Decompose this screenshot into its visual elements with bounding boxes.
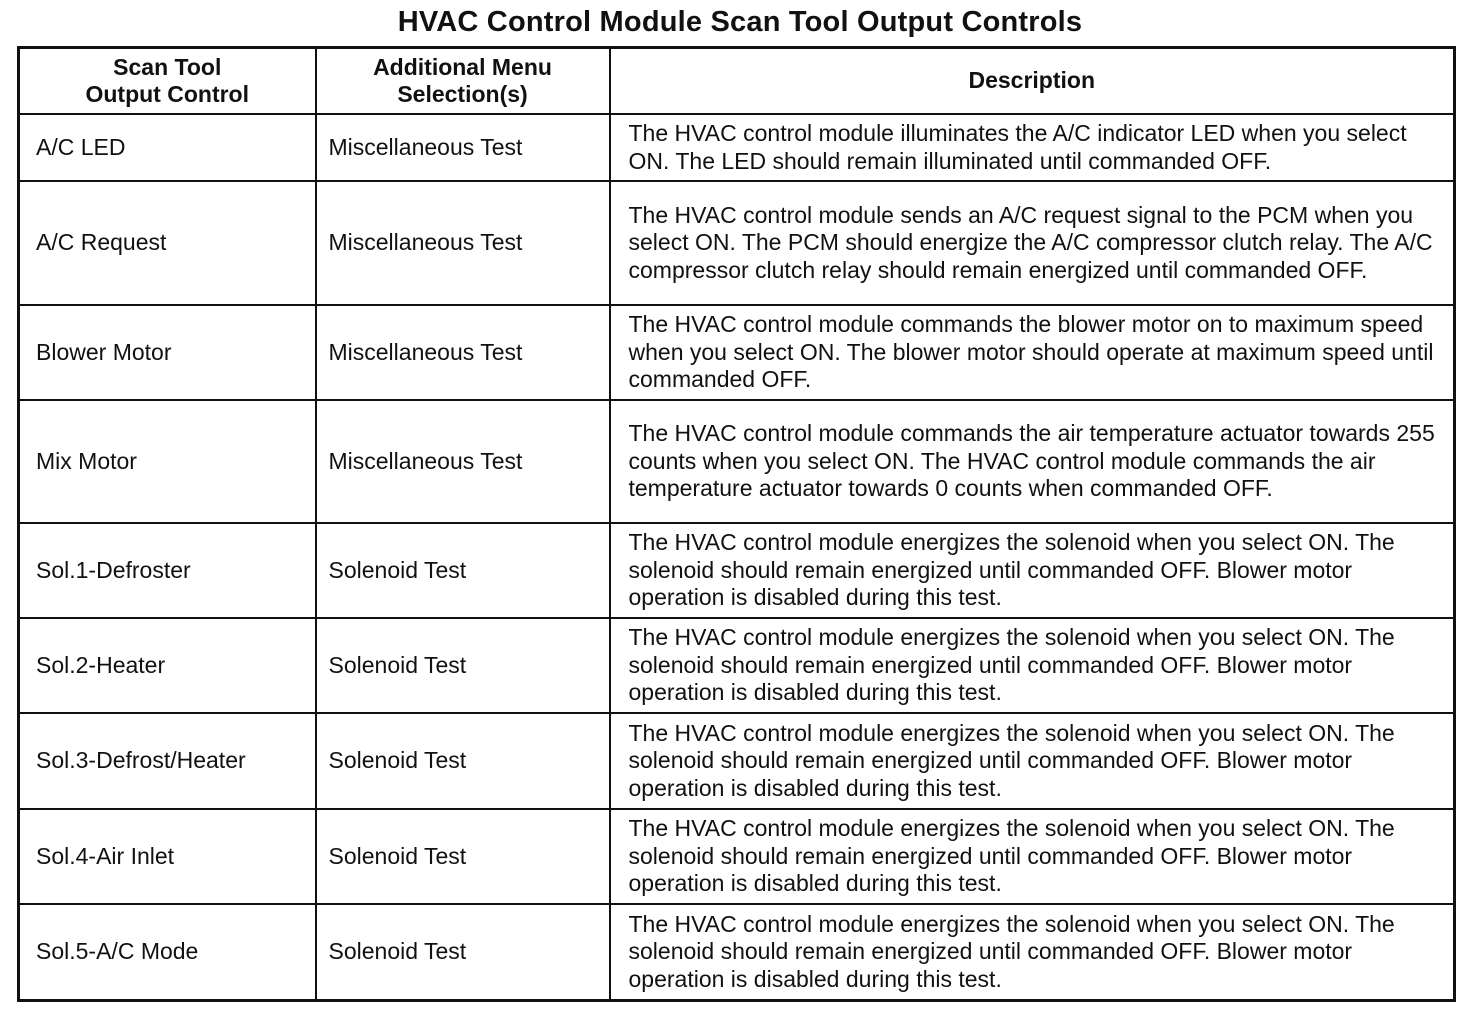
row-menu-selection: Miscellaneous Test <box>316 114 610 181</box>
table-row <box>19 400 1455 523</box>
row-control: Sol.3-Defrost/Heater <box>19 713 316 809</box>
table-row <box>19 114 1455 181</box>
row-description: The HVAC control module energizes the solenoid when you select ON. The solenoid should remain energized until commanded OFF. Blower motor operation is disabled during this test. <box>610 523 1455 618</box>
row-control: Sol.2-Heater <box>19 618 316 713</box>
row-description: The HVAC control module energizes the solenoid when you select ON. The solenoid should remain energized until commanded OFF. Blower motor operation is disabled during this test. <box>610 809 1455 904</box>
page-title: HVAC Control Module Scan Tool Output Controls <box>397 6 1083 38</box>
table-row <box>19 809 1455 904</box>
header-col1-line2: Output Control <box>85 81 249 107</box>
header-col2-line2: Selection(s) <box>397 81 528 107</box>
table-row <box>19 305 1455 400</box>
row-description: The HVAC control module energizes the solenoid when you select ON. The solenoid should remain energized until commanded OFF. Blower motor operation is disabled during this test. <box>610 904 1455 1000</box>
row-control: A/C LED <box>19 114 316 181</box>
row-menu-selection: Miscellaneous Test <box>316 305 610 400</box>
table-row <box>19 713 1455 809</box>
header-col1-line1: Scan Tool <box>113 53 222 80</box>
row-menu-selection: Solenoid Test <box>316 713 610 809</box>
row-control: Sol.4-Air Inlet <box>19 809 316 904</box>
row-description: The HVAC control module commands the blower motor on to maximum speed when you select ON. The blower motor should operate at maximum speed until commanded OFF. <box>610 305 1455 400</box>
output-controls-table <box>17 46 1456 1002</box>
row-menu-selection: Solenoid Test <box>316 618 610 713</box>
row-control: A/C Request <box>19 181 316 305</box>
header-col2-line1: Additional Menu <box>373 53 552 80</box>
table-row <box>19 523 1455 618</box>
row-description: The HVAC control module sends an A/C request signal to the PCM when you select ON. The PCM should energize the A/C compressor clutch relay. The A/C compressor clutch relay should remain energized until commanded OFF. <box>610 181 1455 305</box>
header-scan-tool-output-control <box>19 48 316 115</box>
row-menu-selection: Solenoid Test <box>316 904 610 1000</box>
row-menu-selection: Miscellaneous Test <box>316 400 610 523</box>
row-control: Sol.5-A/C Mode <box>19 904 316 1000</box>
row-control: Sol.1-Defroster <box>19 523 316 618</box>
table-header-row <box>19 48 1455 115</box>
header-additional-menu-selections <box>316 48 610 115</box>
row-description: The HVAC control module energizes the solenoid when you select ON. The solenoid should remain energized until commanded OFF. Blower motor operation is disabled during this test. <box>610 618 1455 713</box>
row-description: The HVAC control module commands the air temperature actuator towards 255 counts when you select ON. The HVAC control module commands the air temperature actuator towards 0 counts when commanded OFF. <box>610 400 1455 523</box>
row-description: The HVAC control module energizes the solenoid when you select ON. The solenoid should remain energized until commanded OFF. Blower motor operation is disabled during this test. <box>610 713 1455 809</box>
row-menu-selection: Solenoid Test <box>316 523 610 618</box>
row-menu-selection: Miscellaneous Test <box>316 181 610 305</box>
row-menu-selection: Solenoid Test <box>316 809 610 904</box>
header-description: Description <box>610 48 1455 115</box>
row-control: Blower Motor <box>19 305 316 400</box>
table-row <box>19 904 1455 1000</box>
table-row <box>19 181 1455 305</box>
row-description: The HVAC control module illuminates the A/C indicator LED when you select ON. The LED should remain illuminated until commanded OFF. <box>610 114 1455 181</box>
table-row <box>19 618 1455 713</box>
row-control: Mix Motor <box>19 400 316 523</box>
